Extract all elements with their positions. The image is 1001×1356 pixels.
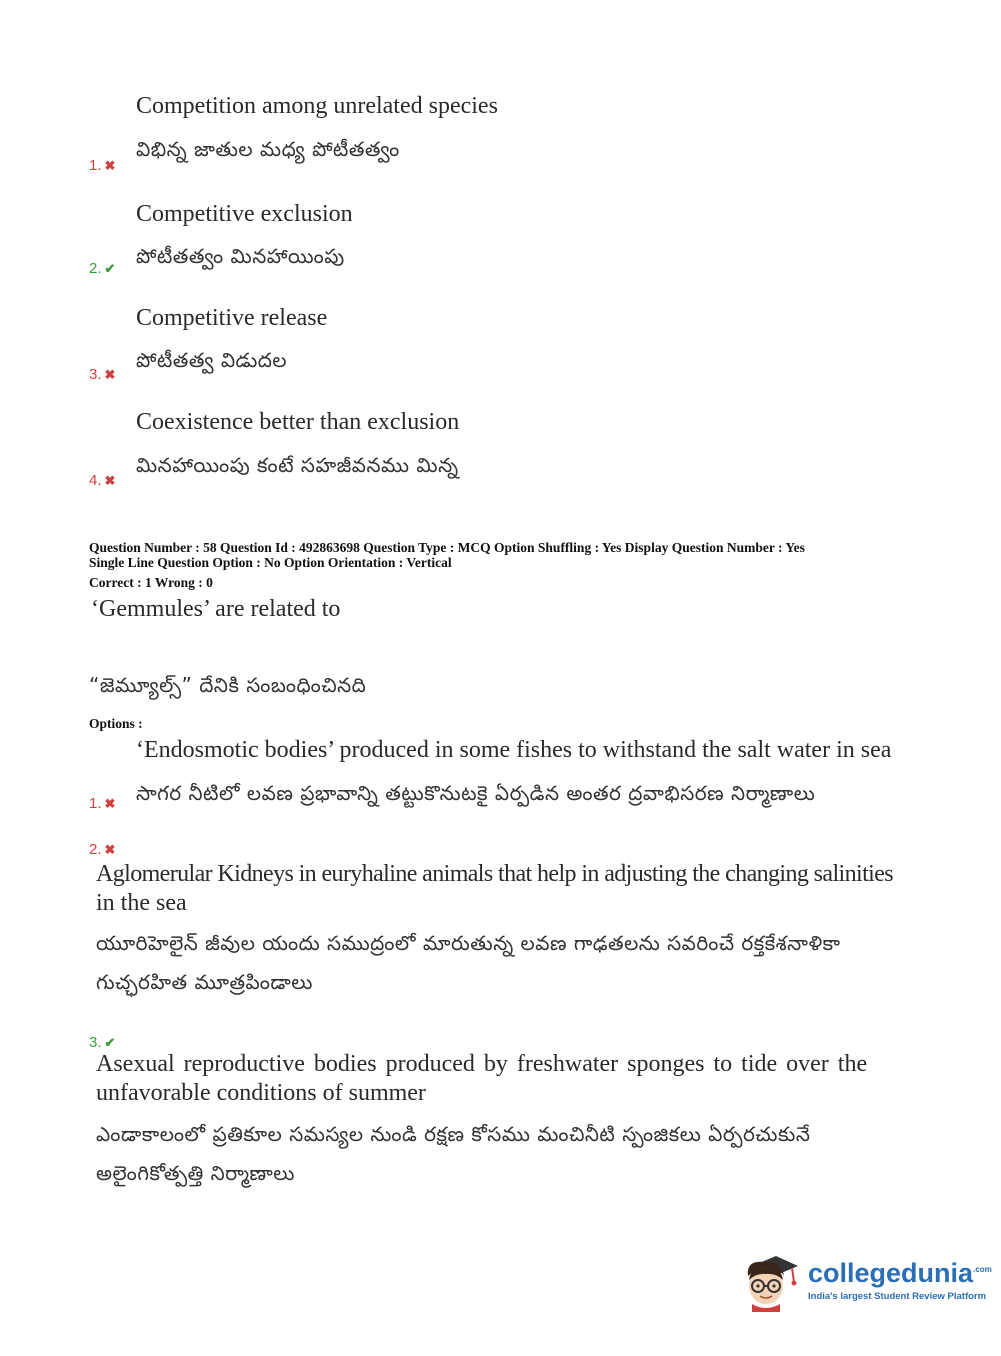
option-3-english-line-1: Asexual reproductive bodies produced by freshwater sponges to tide over the bbox=[96, 1051, 868, 1077]
wrong-icon: ✖ bbox=[104, 157, 116, 173]
option-2-telugu-line-2: గుచ్ఛరహిత మూత్రపిండాలు bbox=[96, 970, 313, 994]
prev-option-4-number bbox=[89, 472, 115, 489]
option-number-label: 2. bbox=[89, 260, 102, 277]
option-number-label: 2. bbox=[89, 841, 102, 858]
logo-brand-text: collegedunia bbox=[808, 1258, 974, 1288]
prev-option-3-english: Competitive release bbox=[136, 305, 328, 331]
option-number-label: 3. bbox=[89, 366, 102, 383]
check-icon: ✔ bbox=[104, 1034, 116, 1050]
prev-option-4-english: Coexistence better than exclusion bbox=[136, 409, 460, 435]
options-label: Options : bbox=[89, 716, 143, 731]
prev-option-1-english: Competition among unrelated species bbox=[136, 93, 498, 119]
option-number-label: 1. bbox=[89, 157, 102, 174]
option-number-label: 3. bbox=[89, 1034, 102, 1051]
prev-option-3-number bbox=[89, 366, 115, 383]
question-meta-line-2: Single Line Question Option : No Option Orientation : Vertical bbox=[89, 555, 452, 570]
option-3-telugu-line-1: ఎండాకాలంలో ప్రతికూల సమస్యల నుండి రక్షణ కోసము మంచినీటి స్పంజికలు ఏర్పరచుకునే bbox=[96, 1122, 811, 1146]
question-telugu: “జెమ్యూల్స్” దేనికి సంబంధించినది bbox=[89, 673, 367, 697]
option-1-telugu: సాగర నీటిలో లవణ ప్రభావాన్ని తట్టుకొనుటకై ఏర్పడిన అంతర ద్రవాభిసరణ నిర్మాణాలు bbox=[136, 781, 816, 805]
collegedunia-logo[interactable] bbox=[742, 1250, 992, 1312]
mascot-icon bbox=[742, 1250, 800, 1312]
option-2-english-line-2: in the sea bbox=[96, 890, 187, 916]
logo-tagline: India's largest Student Review Platform bbox=[808, 1291, 987, 1302]
question-meta-line-1: Question Number : 58 Question Id : 492863698 Question Type : MCQ Option Shuffling : Yes Display Question Number : Yes bbox=[89, 540, 805, 555]
question-english: ‘Gemmules’ are related to bbox=[91, 596, 341, 622]
wrong-icon: ✖ bbox=[104, 472, 116, 488]
wrong-icon: ✖ bbox=[104, 841, 116, 857]
option-2-number bbox=[89, 841, 115, 858]
prev-option-1-telugu: విభిన్న జాతుల మధ్య పోటీతత్వం bbox=[136, 137, 400, 161]
prev-option-2-number bbox=[89, 260, 115, 277]
option-number-label: 4. bbox=[89, 472, 102, 489]
option-3-telugu-line-2: అలైంగికోత్పత్తి నిర్మాణాలు bbox=[96, 1161, 295, 1185]
option-3-english-line-2: unfavorable conditions of summer bbox=[96, 1080, 426, 1106]
logo-suffix: .com bbox=[973, 1265, 992, 1274]
wrong-icon: ✖ bbox=[104, 795, 116, 811]
check-icon: ✔ bbox=[104, 260, 116, 276]
logo-name bbox=[808, 1260, 992, 1287]
prev-option-4-telugu: మినహాయింపు కంటే సహజీవనము మిన్న bbox=[136, 453, 459, 477]
option-number-label: 1. bbox=[89, 795, 102, 812]
option-2-english-line-1: Aglomerular Kidneys in euryhaline animals that help in adjusting the changing salinities bbox=[96, 861, 894, 887]
prev-option-2-telugu: పోటీతత్వం మినహాయింపు bbox=[136, 244, 345, 268]
option-1-number bbox=[89, 795, 115, 812]
option-2-telugu-line-1: యూరిహెలైన్ జీవుల యందు సముద్రంలో మారుతున్న లవణ గాఢతలను సవరించే రక్తకేశనాళికా bbox=[96, 931, 841, 955]
option-1-english: ‘Endosmotic bodies’ produced in some fishes to withstand the salt water in sea bbox=[136, 737, 892, 763]
logo-text-block bbox=[808, 1260, 992, 1302]
question-meta-line-3: Correct : 1 Wrong : 0 bbox=[89, 575, 213, 590]
option-3-number bbox=[89, 1034, 115, 1051]
prev-option-2-english: Competitive exclusion bbox=[136, 201, 353, 227]
prev-option-1-number bbox=[89, 157, 115, 174]
wrong-icon: ✖ bbox=[104, 366, 116, 382]
prev-option-3-telugu: పోటీతత్వ విడుదల bbox=[136, 348, 288, 372]
